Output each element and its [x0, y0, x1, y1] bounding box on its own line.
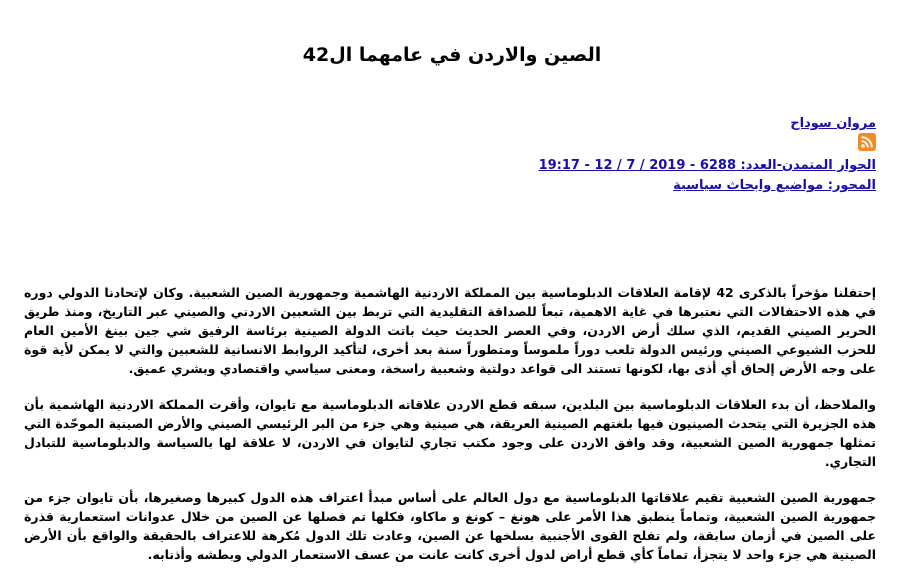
author-link[interactable]: مروان سوداح: [790, 116, 876, 131]
article-paragraph: والملاحظ، أن بدء العلاقات الدبلوماسية بين البلدين، سبقه قطع الاردن علاقاته الدبلوماسية مع تايوان، وأقرت المملكة الاردنية الهاشمية بأن هذه الجزيرة التي يتحدث الصينيون فيها بلغتهم الصينية العريقة، هي صينية وهي جزء من البر الرئيسي الصيني والأرض الصينية الموحّدة التي تمثلها جمهورية الصين الشعبية، وقد وافق الاردن على وجود مكتب تجاري لتايوان في الاردن، لا علاقة لها بالسياسة والدبلوماسية للتبادل التجاري.: [24, 397, 876, 469]
axis-link[interactable]: [673, 178, 876, 193]
article-paragraph: إحتفلنا مؤخراً بالذكرى 42 لإقامة العلاقات الدبلوماسية بين المملكة الاردنية الهاشمية وجمهورية الصين الشعبية. وكان لإتحادنا الدولي دوره في هذه الاحتفالات التي نعتبرها في غاية الاهمية، تبعاً للصداقة التقليدية التي تربط بين الشعبين الاردني والصيني عبر التاريخ، ومنذ طريق الحرير الصيني القديم، الذي سلك أرض الاردن، وفي العصر الحديث حيث باتت الدولة الصينية برئاسة الرفيق شي جين بينغ الأمين العام للحزب الشيوعي الصيني ورئيس الدولة تلعب دوراً ملموساً ومتطوراً سنة بعد أخرى، لتأكيد الروابط الانسانية للشعبين والتي لا يمكن لأية قوة على وجه الأرض إلحاق أي أذى بها، لكونها تستند الى قواعد دولتية وشعبية راسخة، ومعنى سياسي واقتصادي وبشري عميق.: [24, 285, 877, 376]
axis-label: المحور:: [823, 178, 876, 193]
rss-icon[interactable]: [858, 133, 876, 151]
author-byline: [790, 116, 876, 131]
axis-line: [673, 178, 876, 193]
source-line: [539, 158, 876, 173]
source-value: 6288 - 2019 / 7 / 12 - 19:17: [538, 158, 737, 173]
rss-glyph-icon: [860, 135, 874, 149]
article-paragraph: جمهورية الصين الشعبية تقيم علاقاتها الدبلوماسية مع دول العالم على أساس مبدأ اعتراف هذه الدول كبيرها وصغيرها، بأن تايوان جزء من جمهورية الصين الشعبية، وتماماً ينطبق هذا الأمر على هونغ – كونغ و ماكاو، فكلها تم فصلها عن الصين من خلال عدوانات استعمارية قذرة على الصين في أزمان سابقة، ولم تفلح القوى الأجنبية بسلخها عن الصين، وعادت تلك الدول مُكرهة للاعتراف بالحقيقة والواقع بأن الأرض الصينية هي جزء واحد لا يتجزأ، تماماً كأي قطع أراض لدول أخرى كانت عانت من عسف الاستعمار الدولي وبطشه وأذنابه.: [24, 490, 876, 562]
source-label: الحوار المتمدن-العدد:: [736, 158, 876, 173]
source-link[interactable]: [539, 158, 876, 173]
axis-value: مواضيع وابحاث سياسية: [673, 178, 824, 193]
page-title: الصين والاردن في عامهما ال42: [302, 44, 602, 66]
article-body: [24, 283, 876, 581]
